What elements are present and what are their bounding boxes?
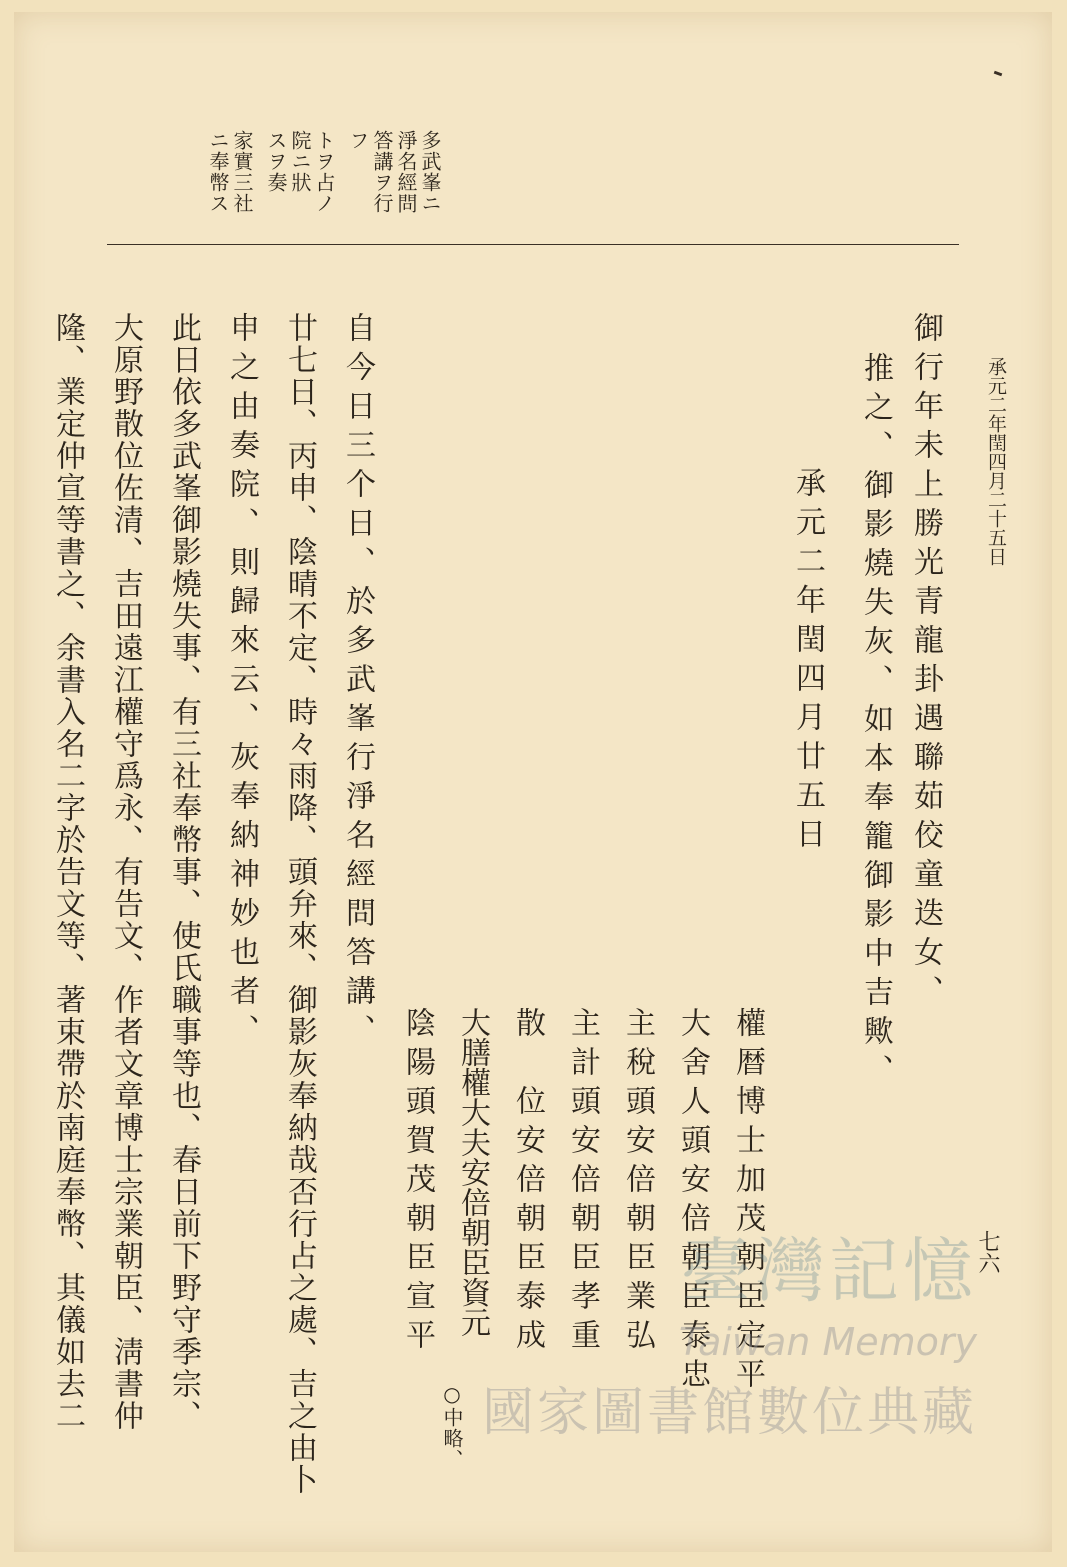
signatory-6: 大膳權大夫安倍朝臣資元 [455,1007,490,1337]
signatory-3: 主稅頭安倍朝臣業弘 [620,1007,655,1358]
headnote-2: 淨名經問 [394,130,418,214]
headnote-4: フ [346,130,370,151]
signatory-7: 陰陽頭賀茂朝臣宣平 [400,1007,435,1358]
lower-line-2: 廿七日、丙申、陰晴不定、時々雨降、頭弁來、御影灰奉納哉否行占之處、吉之由卜 [282,312,317,1496]
body-line-1: 御行年未上勝光青龍卦遇聯茹佼童迭女、 [908,312,943,1014]
headnote-6: 院ニ狀 [288,130,312,193]
signatory-1: 權暦博士加茂朝臣定平 [730,1007,765,1397]
lower-line-3: 申之由奏院、則歸來云、灰奉納神妙也者、 [224,312,259,1053]
running-title: 承元二年閏四月二十五日 [985,357,1007,566]
lower-line-5: 大原野散位佐清、吉田遠江權守爲永、有告文、作者文章博士宗業朝臣、淸書仲 [108,312,143,1432]
headnote-7: スヲ奏 [264,130,288,193]
watermark-chinese: 國家圖書館數位典藏 [481,1383,977,1443]
signatory-4: 主計頭安倍朝臣孝重 [565,1007,600,1358]
ink-speck [994,71,1003,77]
headnote-3: 答講ヲ行 [370,130,394,214]
omission-mark: ○中略、 [440,1382,464,1470]
page-number: 七六 [975,1230,1000,1274]
watermark-logo: 臺灣記憶 [681,1230,977,1312]
header-rule [107,244,959,245]
date-line: 承元二年閏四月廿五日 [790,467,825,857]
watermark-english: Taiwan Memory [678,1320,977,1364]
signatory-5: 散 位安倍朝臣泰成 [510,1007,545,1358]
body-line-2: 推之、御影燒失灰、如本奉籠御影中吉歟、 [858,352,893,1093]
signatory-2: 大舍人頭安倍朝臣泰忠 [675,1007,710,1397]
lower-line-4: 此日依多武峯御影燒失事、有三社奉幣事、使氏職事等也、春日前下野守季宗、 [166,312,201,1432]
headnote-5: トヲ占ノ [312,130,336,214]
headnote-8: 家實三社 [230,130,254,214]
headnote-9: ニ奉幣ス [206,130,230,214]
headnote-1: 多武峯ニ [418,130,442,214]
lower-line-6: 隆、業定仲宣等書之、余書入名二字於告文等、著束帶於南庭奉幣、其儀如去二 [50,312,85,1432]
lower-line-1: 自今日三个日、於多武峯行淨名經問答講、 [340,312,375,1053]
